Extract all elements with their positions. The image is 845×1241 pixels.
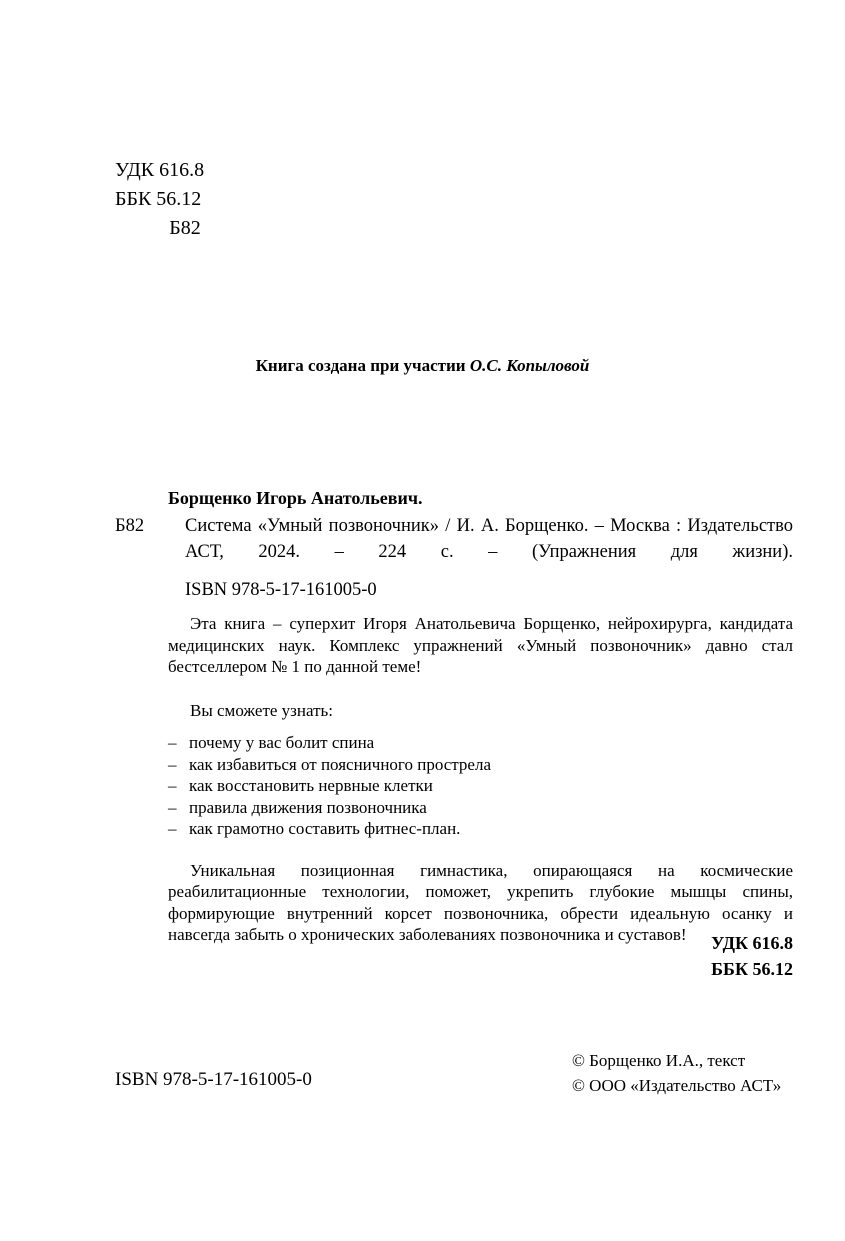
- record-entry-text: Система «Умный позвоночник» / И. А. Борщенко. – Москва : Издательство АСТ, 2024. – 224 с. – (Упражнения для жизни).: [185, 516, 793, 562]
- bullet-dash-icon: –: [168, 797, 177, 817]
- list-item-label: почему у вас болит спина: [189, 733, 375, 752]
- bullet-dash-icon: –: [168, 776, 177, 795]
- classification-block-top: [115, 156, 255, 243]
- author-sign-code: Б82: [169, 217, 201, 239]
- udk-code-top: УДК 616.8: [115, 159, 205, 181]
- list-item: [168, 818, 793, 840]
- annotation-bullet-list: [168, 732, 793, 840]
- credit-prefix: Книга создана при участии: [255, 356, 470, 375]
- annotation-paragraph-2: Уникальная позиционная гимнастика, опирающаяся на космические реабилитационные технологии, поможет, укрепить глубокие мышцы спины, формирующие внутренний корсет позвоночника, обрести идеальную осанку и навсегда забыть о хронических заболеваниях позвоночника и суставов!: [168, 860, 793, 944]
- annotation-lead-in: Вы сможете узнать:: [190, 700, 334, 720]
- bullet-dash-icon: –: [168, 754, 177, 774]
- list-item: [168, 732, 793, 754]
- credit-line: [0, 356, 845, 376]
- record-entry: [115, 514, 793, 565]
- copyright-publisher: © ООО «Издательство АСТ»: [572, 1076, 782, 1095]
- isbn-inner: ISBN 978-5-17-161005-0: [185, 580, 377, 600]
- copyright-author: © Борщенко И.А., текст: [572, 1051, 746, 1070]
- annotation-paragraph-1: Эта книга – суперхит Игоря Анатольевича Борщенко, нейрохирурга, кандидата медицинских наук. Комплекс упражнений «Умный позвоночник» давно стал бестселлером № 1 по данной теме!: [168, 614, 793, 676]
- bbk-code-top: ББК 56.12: [115, 188, 202, 210]
- bbk-code-bottom: ББК 56.12: [711, 959, 793, 979]
- bibliographic-record: [115, 486, 793, 565]
- list-item-label: как грамотно составить фитнес-план.: [189, 819, 461, 838]
- udk-code-bottom: УДК 616.8: [711, 933, 793, 953]
- list-item: [168, 797, 793, 819]
- list-item-label: правила движения позвоночника: [189, 797, 427, 817]
- copyright-block: [572, 1048, 781, 1098]
- annotation-block: [168, 613, 793, 946]
- credit-contributor-name: О.С. Копыловой: [469, 356, 590, 375]
- list-item: [168, 754, 793, 776]
- classification-block-bottom: [711, 930, 793, 982]
- list-item-label: как восстановить нервные клетки: [189, 776, 433, 795]
- record-shelf-code: Б82: [115, 516, 145, 536]
- isbn-footer: ISBN 978-5-17-161005-0: [115, 1069, 312, 1090]
- bullet-dash-icon: –: [168, 819, 177, 838]
- list-item-label: как избавиться от поясничного прострела: [189, 754, 491, 774]
- bullet-dash-icon: –: [168, 733, 177, 752]
- list-item: [168, 775, 793, 797]
- record-author-name: Борщенко Игорь Анатольевич.: [168, 488, 423, 508]
